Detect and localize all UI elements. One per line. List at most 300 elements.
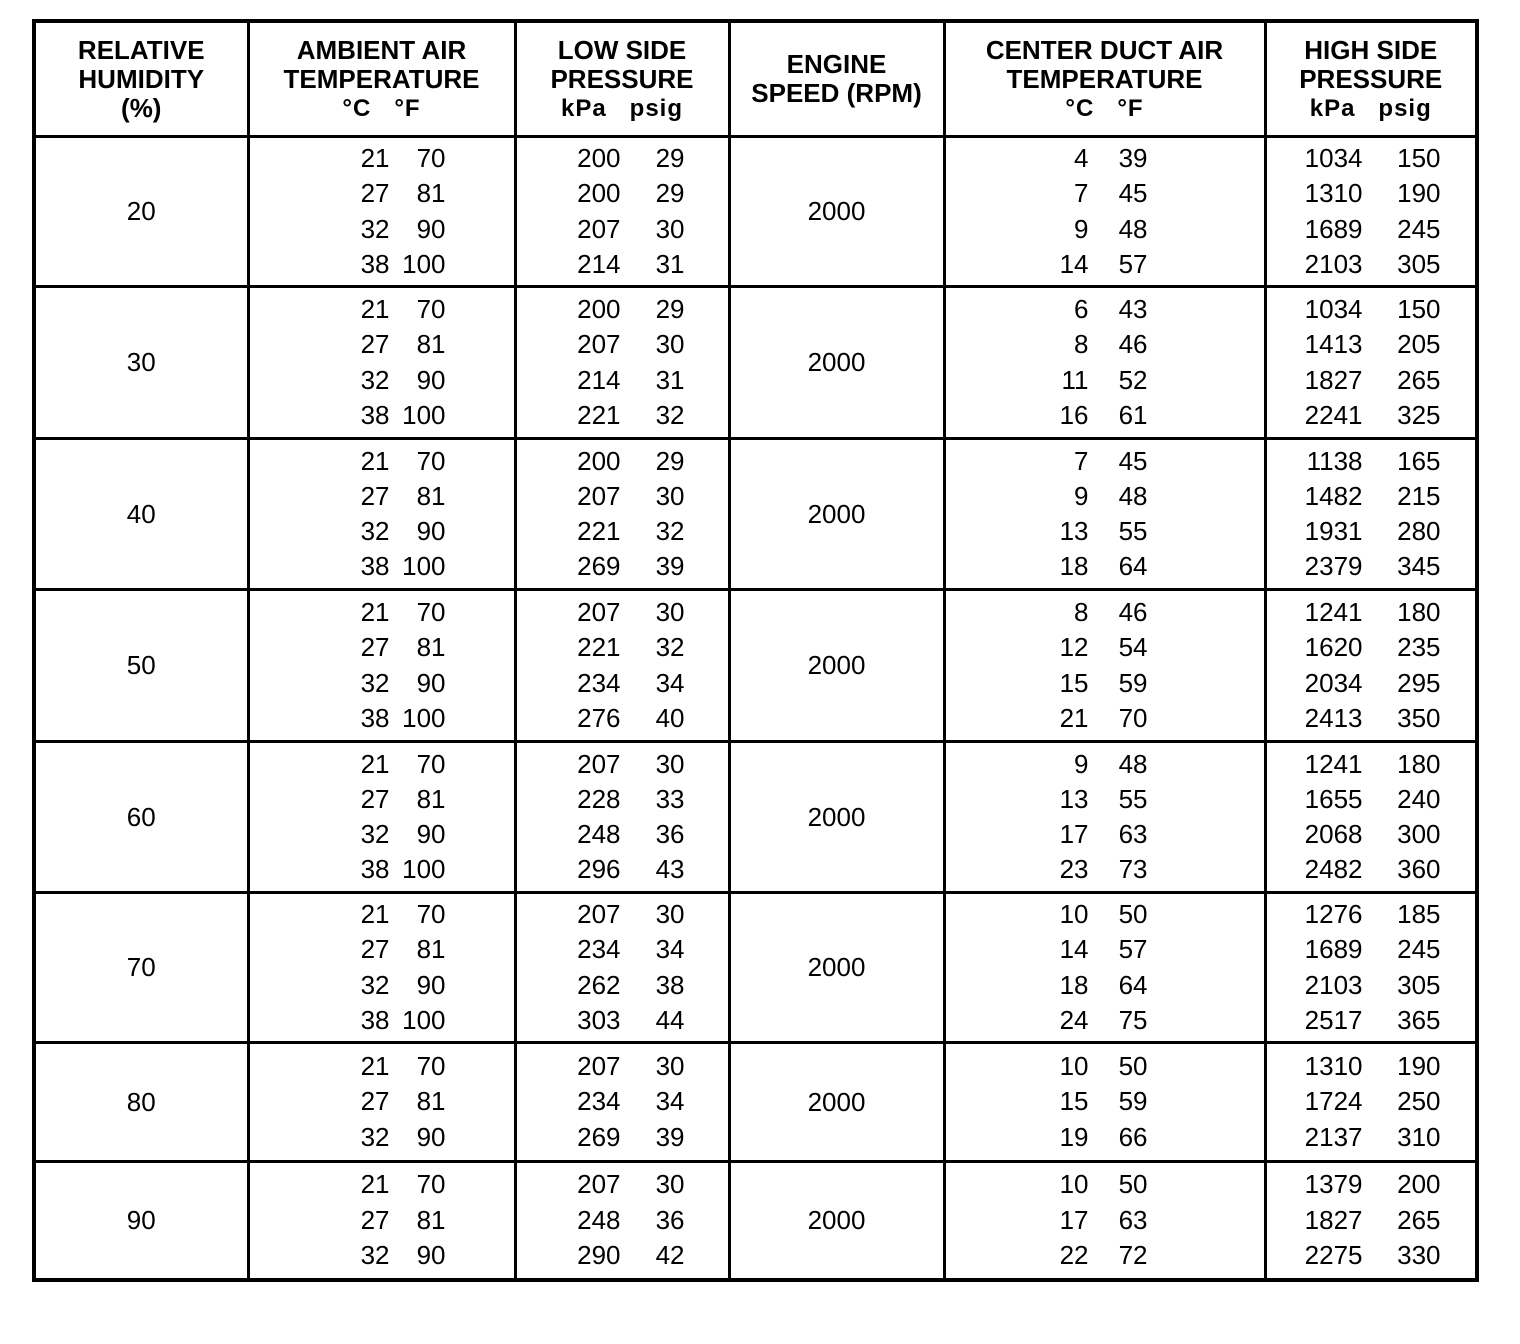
high-side-pressure-cell (1265, 439, 1477, 590)
duct-temp-value-metric: 4 (1074, 143, 1089, 174)
duct-temp-line (946, 292, 1264, 327)
ambient-temp-value-imperial: 90 (416, 819, 446, 850)
duct-temp-line (946, 247, 1264, 282)
high-side-pressure-value-imperial: 165 (1397, 445, 1441, 476)
duct-temp-value-imperial: 66 (1118, 1121, 1148, 1152)
low-side-pressure-value-metric: 248 (577, 819, 621, 850)
ambient-temp-line (250, 1167, 514, 1202)
low-side-pressure-value-imperial: 31 (655, 364, 685, 395)
duct-temp-line (946, 141, 1264, 176)
high-side-pressure-value-metric: 2379 (1304, 551, 1363, 582)
high-side-pressure-cell (1265, 287, 1477, 439)
high-side-pressure-cell (1265, 1162, 1477, 1280)
ambient-temp-value-metric: 27 (360, 934, 390, 965)
high-side-pressure-line (1267, 479, 1476, 514)
header-engine-speed: ENGINE SPEED (RPM) (729, 21, 944, 137)
ambient-temp-line (250, 1084, 514, 1119)
ambient-temp-value-metric: 38 (360, 248, 390, 279)
ambient-temp-value-imperial: 100 (402, 551, 446, 582)
low-side-pressure-value-metric: 207 (577, 213, 621, 244)
high-side-pressure-value-imperial: 190 (1397, 178, 1441, 209)
ambient-temp-line (250, 666, 514, 701)
high-side-pressure-value-metric: 1413 (1304, 329, 1363, 360)
duct-temp-line (946, 327, 1264, 362)
ambient-temp-value-imperial: 81 (416, 1204, 446, 1235)
ambient-temp-value-metric: 38 (360, 551, 390, 582)
low-side-pressure-value-imperial: 30 (655, 899, 685, 930)
table-row (34, 742, 1477, 893)
ambient-temp-cell (248, 893, 515, 1043)
humidity-cell: 80 (34, 1043, 248, 1162)
low-side-pressure-line (517, 176, 728, 211)
high-side-pressure-value-metric: 1241 (1304, 597, 1363, 628)
ambient-temp-line (250, 932, 514, 967)
duct-temp-line (946, 1003, 1264, 1038)
low-side-pressure-line (517, 746, 728, 781)
duct-temp-value-metric: 17 (1059, 819, 1089, 850)
ambient-temp-value-metric: 27 (360, 1086, 390, 1117)
high-side-pressure-value-imperial: 300 (1397, 819, 1441, 850)
engine-speed-cell: 2000 (729, 287, 944, 439)
low-side-pressure-line (517, 443, 728, 478)
duct-temp-line (946, 630, 1264, 665)
ambient-temp-value-metric: 21 (360, 143, 390, 174)
low-side-pressure-line (517, 1003, 728, 1038)
ambient-temp-value-imperial: 90 (416, 364, 446, 395)
high-side-pressure-value-metric: 1689 (1304, 934, 1363, 965)
duct-temp-line (946, 212, 1264, 247)
duct-temp-line (946, 176, 1264, 211)
duct-temp-value-metric: 17 (1059, 1204, 1089, 1235)
high-side-pressure-line (1267, 1003, 1476, 1038)
duct-temp-value-imperial: 54 (1118, 632, 1148, 663)
low-side-pressure-value-metric: 269 (577, 1121, 621, 1152)
high-side-pressure-line (1267, 897, 1476, 932)
ambient-temp-line (250, 247, 514, 282)
duct-temp-value-imperial: 59 (1118, 667, 1148, 698)
high-side-pressure-line (1267, 1238, 1476, 1273)
table-row (34, 1043, 1477, 1162)
low-side-pressure-value-imperial: 30 (655, 329, 685, 360)
high-side-pressure-value-metric: 1310 (1304, 1051, 1363, 1082)
ambient-temp-line (250, 852, 514, 887)
duct-temp-cell (944, 1162, 1265, 1280)
duct-temp-cell (944, 590, 1265, 742)
high-side-pressure-value-metric: 2241 (1304, 399, 1363, 430)
low-side-pressure-line (517, 141, 728, 176)
low-side-pressure-value-imperial: 40 (655, 702, 685, 733)
duct-temp-value-imperial: 73 (1118, 854, 1148, 885)
duct-temp-value-metric: 22 (1059, 1240, 1089, 1271)
high-side-pressure-line (1267, 852, 1476, 887)
high-side-pressure-value-metric: 2068 (1304, 819, 1363, 850)
table-row (34, 439, 1477, 590)
low-side-pressure-line (517, 327, 728, 362)
ambient-temp-cell (248, 590, 515, 742)
ambient-temp-value-metric: 21 (360, 748, 390, 779)
engine-speed-cell: 2000 (729, 1043, 944, 1162)
high-side-pressure-value-imperial: 325 (1397, 399, 1441, 430)
ambient-temp-value-metric: 21 (360, 597, 390, 628)
ambient-temp-line (250, 595, 514, 630)
table-row (34, 137, 1477, 287)
high-side-pressure-value-metric: 1620 (1304, 632, 1363, 663)
duct-temp-value-metric: 9 (1074, 480, 1089, 511)
duct-temp-value-metric: 6 (1074, 294, 1089, 325)
high-side-pressure-value-imperial: 305 (1397, 969, 1441, 1000)
duct-temp-line (946, 932, 1264, 967)
engine-speed-cell: 2000 (729, 742, 944, 893)
ambient-temp-value-metric: 27 (360, 632, 390, 663)
duct-temp-value-imperial: 64 (1118, 551, 1148, 582)
ambient-temp-value-metric: 32 (360, 516, 390, 547)
duct-temp-line (946, 746, 1264, 781)
high-side-pressure-line (1267, 746, 1476, 781)
ambient-temp-value-imperial: 100 (402, 399, 446, 430)
low-side-pressure-value-metric: 303 (577, 1004, 621, 1035)
duct-temp-value-metric: 23 (1059, 854, 1089, 885)
ambient-temp-value-metric: 32 (360, 1121, 390, 1152)
duct-temp-value-imperial: 61 (1118, 399, 1148, 430)
ambient-temp-value-imperial: 100 (402, 248, 446, 279)
ambient-temp-value-imperial: 90 (416, 667, 446, 698)
high-side-pressure-line (1267, 1049, 1476, 1084)
low-side-pressure-value-imperial: 34 (655, 1086, 685, 1117)
low-side-pressure-line (517, 514, 728, 549)
high-side-pressure-value-metric: 1482 (1304, 480, 1363, 511)
high-side-pressure-value-imperial: 180 (1397, 597, 1441, 628)
low-side-pressure-value-imperial: 39 (655, 1121, 685, 1152)
duct-temp-value-imperial: 64 (1118, 969, 1148, 1000)
duct-temp-cell (944, 137, 1265, 287)
high-side-pressure-value-metric: 1310 (1304, 178, 1363, 209)
low-side-pressure-value-imperial: 43 (655, 854, 685, 885)
low-side-pressure-cell (515, 287, 729, 439)
low-side-pressure-value-imperial: 30 (655, 1169, 685, 1200)
header-row (34, 21, 1477, 137)
high-side-pressure-value-metric: 1724 (1304, 1086, 1363, 1117)
ambient-temp-cell (248, 137, 515, 287)
high-side-pressure-line (1267, 176, 1476, 211)
high-side-pressure-cell (1265, 137, 1477, 287)
high-side-pressure-value-metric: 1655 (1304, 783, 1363, 814)
high-side-pressure-value-imperial: 205 (1397, 329, 1441, 360)
duct-temp-line (946, 852, 1264, 887)
high-side-pressure-value-metric: 1034 (1304, 143, 1363, 174)
duct-temp-line (946, 1203, 1264, 1238)
low-side-pressure-line (517, 666, 728, 701)
low-side-pressure-cell (515, 1162, 729, 1280)
table-body (34, 137, 1477, 1280)
ambient-temp-line (250, 630, 514, 665)
low-side-pressure-value-metric: 200 (577, 294, 621, 325)
ambient-temp-value-metric: 32 (360, 364, 390, 395)
duct-temp-line (946, 443, 1264, 478)
duct-temp-value-metric: 15 (1059, 1086, 1089, 1117)
duct-temp-line (946, 1084, 1264, 1119)
high-side-pressure-line (1267, 782, 1476, 817)
duct-temp-line (946, 1167, 1264, 1202)
high-side-pressure-value-imperial: 240 (1397, 783, 1441, 814)
duct-temp-line (946, 666, 1264, 701)
high-side-pressure-value-metric: 1034 (1304, 294, 1363, 325)
low-side-pressure-line (517, 1120, 728, 1155)
low-side-pressure-cell (515, 439, 729, 590)
low-side-pressure-value-imperial: 36 (655, 819, 685, 850)
ambient-temp-line (250, 327, 514, 362)
high-side-pressure-value-imperial: 250 (1397, 1086, 1441, 1117)
duct-temp-value-imperial: 48 (1118, 748, 1148, 779)
high-side-pressure-value-metric: 1827 (1304, 364, 1363, 395)
ambient-temp-line (250, 701, 514, 736)
ambient-temp-line (250, 176, 514, 211)
low-side-pressure-value-imperial: 36 (655, 1204, 685, 1235)
duct-temp-value-metric: 21 (1059, 702, 1089, 733)
high-side-pressure-value-imperial: 200 (1397, 1169, 1441, 1200)
duct-temp-value-imperial: 45 (1118, 445, 1148, 476)
duct-temp-value-metric: 12 (1059, 632, 1089, 663)
ambient-temp-value-imperial: 81 (416, 480, 446, 511)
duct-temp-value-imperial: 55 (1118, 516, 1148, 547)
low-side-pressure-line (517, 817, 728, 852)
duct-temp-line (946, 595, 1264, 630)
ambient-temp-value-imperial: 100 (402, 702, 446, 733)
low-side-pressure-value-metric: 207 (577, 899, 621, 930)
high-side-pressure-value-imperial: 360 (1397, 854, 1441, 885)
duct-temp-line (946, 363, 1264, 398)
high-side-pressure-value-imperial: 235 (1397, 632, 1441, 663)
low-side-pressure-value-metric: 221 (577, 399, 621, 430)
high-side-pressure-value-imperial: 350 (1397, 702, 1441, 733)
ambient-temp-value-imperial: 70 (416, 899, 446, 930)
duct-temp-line (946, 479, 1264, 514)
high-side-pressure-line (1267, 817, 1476, 852)
low-side-pressure-value-imperial: 33 (655, 783, 685, 814)
duct-temp-value-imperial: 72 (1118, 1240, 1148, 1271)
header-low-side-pressure: LOW SIDE PRESSURE kPa psig (515, 21, 729, 137)
ambient-temp-value-imperial: 90 (416, 516, 446, 547)
duct-temp-value-metric: 10 (1059, 1169, 1089, 1200)
low-side-pressure-value-metric: 207 (577, 597, 621, 628)
low-side-pressure-value-imperial: 31 (655, 248, 685, 279)
low-side-pressure-value-imperial: 30 (655, 748, 685, 779)
ambient-temp-value-metric: 21 (360, 1051, 390, 1082)
ambient-temp-value-metric: 32 (360, 667, 390, 698)
header-relative-humidity: RELATIVE HUMIDITY (%) (34, 21, 248, 137)
duct-temp-value-imperial: 45 (1118, 178, 1148, 209)
low-side-pressure-cell (515, 742, 729, 893)
duct-temp-value-metric: 14 (1059, 248, 1089, 279)
ambient-temp-line (250, 782, 514, 817)
high-side-pressure-line (1267, 666, 1476, 701)
ambient-temp-value-metric: 27 (360, 783, 390, 814)
duct-temp-value-imperial: 46 (1118, 329, 1148, 360)
ambient-temp-line (250, 292, 514, 327)
humidity-cell: 40 (34, 439, 248, 590)
ambient-temp-line (250, 141, 514, 176)
high-side-pressure-value-imperial: 190 (1397, 1051, 1441, 1082)
ambient-temp-value-imperial: 70 (416, 597, 446, 628)
humidity-cell: 90 (34, 1162, 248, 1280)
ambient-temp-value-imperial: 81 (416, 1086, 446, 1117)
ambient-temp-cell (248, 742, 515, 893)
ambient-temp-value-imperial: 81 (416, 783, 446, 814)
low-side-pressure-value-metric: 234 (577, 667, 621, 698)
ambient-temp-line (250, 1238, 514, 1273)
ambient-temp-value-metric: 21 (360, 445, 390, 476)
humidity-cell: 30 (34, 287, 248, 439)
table-row (34, 893, 1477, 1043)
low-side-pressure-cell (515, 590, 729, 742)
table-row (34, 590, 1477, 742)
ambient-temp-line (250, 746, 514, 781)
ambient-temp-value-metric: 27 (360, 480, 390, 511)
high-side-pressure-value-imperial: 265 (1397, 364, 1441, 395)
low-side-pressure-value-imperial: 29 (655, 445, 685, 476)
low-side-pressure-cell (515, 893, 729, 1043)
duct-temp-value-metric: 9 (1074, 748, 1089, 779)
duct-temp-value-metric: 9 (1074, 213, 1089, 244)
humidity-cell: 70 (34, 893, 248, 1043)
low-side-pressure-line (517, 852, 728, 887)
high-side-pressure-line (1267, 247, 1476, 282)
low-side-pressure-line (517, 479, 728, 514)
low-side-pressure-value-imperial: 29 (655, 178, 685, 209)
ambient-temp-value-imperial: 100 (402, 1004, 446, 1035)
duct-temp-value-metric: 18 (1059, 551, 1089, 582)
low-side-pressure-value-metric: 262 (577, 969, 621, 1000)
ambient-temp-cell (248, 1043, 515, 1162)
high-side-pressure-value-imperial: 150 (1397, 143, 1441, 174)
duct-temp-value-imperial: 63 (1118, 819, 1148, 850)
header-ambient-air-temperature: AMBIENT AIR TEMPERATURE °C °F (248, 21, 515, 137)
ac-performance-table (32, 19, 1479, 1282)
low-side-pressure-value-metric: 234 (577, 934, 621, 965)
duct-temp-value-metric: 10 (1059, 1051, 1089, 1082)
high-side-pressure-value-metric: 2517 (1304, 1004, 1363, 1035)
low-side-pressure-value-metric: 200 (577, 445, 621, 476)
ambient-temp-line (250, 363, 514, 398)
low-side-pressure-line (517, 897, 728, 932)
duct-temp-value-imperial: 48 (1118, 213, 1148, 244)
low-side-pressure-value-imperial: 44 (655, 1004, 685, 1035)
duct-temp-value-imperial: 50 (1118, 899, 1148, 930)
low-side-pressure-value-metric: 214 (577, 364, 621, 395)
low-side-pressure-cell (515, 137, 729, 287)
low-side-pressure-line (517, 398, 728, 433)
ambient-temp-value-imperial: 81 (416, 632, 446, 663)
low-side-pressure-line (517, 247, 728, 282)
high-side-pressure-value-imperial: 330 (1397, 1240, 1441, 1271)
ambient-temp-value-metric: 21 (360, 899, 390, 930)
low-side-pressure-value-imperial: 34 (655, 934, 685, 965)
duct-temp-line (946, 817, 1264, 852)
ambient-temp-value-imperial: 70 (416, 294, 446, 325)
duct-temp-value-imperial: 48 (1118, 480, 1148, 511)
duct-temp-value-metric: 8 (1074, 597, 1089, 628)
duct-temp-line (946, 897, 1264, 932)
low-side-pressure-line (517, 212, 728, 247)
high-side-pressure-line (1267, 968, 1476, 1003)
ambient-temp-value-imperial: 81 (416, 329, 446, 360)
duct-temp-value-metric: 16 (1059, 399, 1089, 430)
high-side-pressure-cell (1265, 893, 1477, 1043)
low-side-pressure-line (517, 932, 728, 967)
low-side-pressure-value-imperial: 39 (655, 551, 685, 582)
high-side-pressure-value-imperial: 180 (1397, 748, 1441, 779)
duct-temp-line (946, 701, 1264, 736)
high-side-pressure-value-imperial: 215 (1397, 480, 1441, 511)
duct-temp-cell (944, 287, 1265, 439)
low-side-pressure-line (517, 1238, 728, 1273)
ambient-temp-value-metric: 32 (360, 819, 390, 850)
high-side-pressure-value-imperial: 365 (1397, 1004, 1441, 1035)
ambient-temp-value-imperial: 81 (416, 178, 446, 209)
duct-temp-cell (944, 1043, 1265, 1162)
high-side-pressure-value-metric: 1138 (1306, 445, 1363, 476)
duct-temp-value-imperial: 57 (1118, 248, 1148, 279)
low-side-pressure-value-metric: 234 (577, 1086, 621, 1117)
ambient-temp-value-imperial: 70 (416, 1051, 446, 1082)
high-side-pressure-value-metric: 1827 (1304, 1204, 1363, 1235)
high-side-pressure-line (1267, 595, 1476, 630)
ambient-temp-value-imperial: 100 (402, 854, 446, 885)
low-side-pressure-value-imperial: 42 (655, 1240, 685, 1271)
ambient-temp-line (250, 968, 514, 1003)
ambient-temp-value-imperial: 81 (416, 934, 446, 965)
high-side-pressure-value-metric: 2034 (1304, 667, 1363, 698)
ambient-temp-line (250, 1203, 514, 1238)
ambient-temp-line (250, 479, 514, 514)
low-side-pressure-value-imperial: 32 (655, 516, 685, 547)
ambient-temp-line (250, 817, 514, 852)
ambient-temp-value-metric: 38 (360, 399, 390, 430)
duct-temp-value-imperial: 50 (1118, 1051, 1148, 1082)
low-side-pressure-value-metric: 207 (577, 1051, 621, 1082)
ambient-temp-value-metric: 32 (360, 969, 390, 1000)
high-side-pressure-value-metric: 2275 (1304, 1240, 1363, 1271)
high-side-pressure-value-imperial: 305 (1397, 248, 1441, 279)
duct-temp-value-metric: 7 (1074, 178, 1089, 209)
high-side-pressure-line (1267, 1084, 1476, 1119)
duct-temp-value-imperial: 50 (1118, 1169, 1148, 1200)
duct-temp-line (946, 514, 1264, 549)
duct-temp-value-imperial: 46 (1118, 597, 1148, 628)
high-side-pressure-value-imperial: 280 (1397, 516, 1441, 547)
ambient-temp-value-metric: 32 (360, 1240, 390, 1271)
duct-temp-cell (944, 893, 1265, 1043)
high-side-pressure-value-metric: 1276 (1304, 899, 1363, 930)
low-side-pressure-line (517, 595, 728, 630)
humidity-cell: 20 (34, 137, 248, 287)
low-side-pressure-value-imperial: 30 (655, 597, 685, 628)
engine-speed-cell: 2000 (729, 1162, 944, 1280)
duct-temp-line (946, 549, 1264, 584)
high-side-pressure-line (1267, 630, 1476, 665)
table-row (34, 1162, 1477, 1280)
low-side-pressure-value-metric: 296 (577, 854, 621, 885)
high-side-pressure-cell (1265, 590, 1477, 742)
duct-temp-line (946, 1120, 1264, 1155)
duct-temp-value-metric: 7 (1074, 445, 1089, 476)
high-side-pressure-value-imperial: 185 (1397, 899, 1441, 930)
ambient-temp-line (250, 514, 514, 549)
high-side-pressure-line (1267, 1120, 1476, 1155)
low-side-pressure-value-imperial: 29 (655, 294, 685, 325)
ambient-temp-line (250, 897, 514, 932)
table-row (34, 287, 1477, 439)
ambient-temp-line (250, 1120, 514, 1155)
